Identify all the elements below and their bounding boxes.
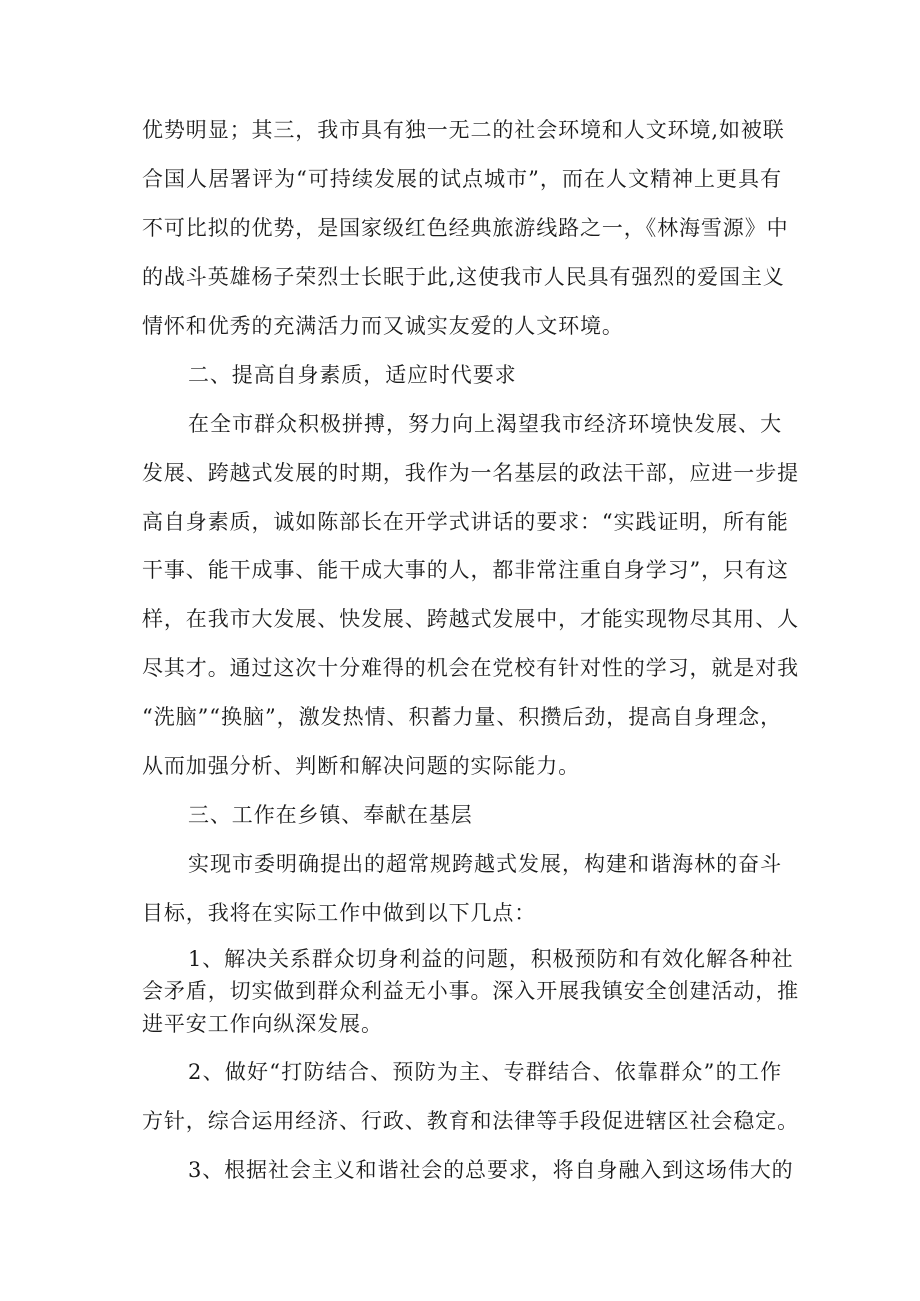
section-heading-2: 二、提高自身素质，适应时代要求 (188, 363, 517, 387)
list-item-1-line-1: 1、解决关系群众切身利益的问题，积极预防和有效化解各种社 (188, 947, 794, 971)
paragraph-2-line-5: 样，在我市大发展、快发展、跨越式发展中，才能实现物尽其用、人 (142, 607, 799, 631)
paragraph-1-line-4: 的战斗英雄杨子荣烈士长眠于此,这使我市人民具有强烈的爱国主义 (142, 265, 785, 289)
section-heading-3: 三、工作在乡镇、奉献在基层 (188, 803, 473, 827)
paragraph-2-line-8: 从而加强分析、判断和解决问题的实际能力。 (142, 754, 580, 778)
paragraph-2-line-1: 在全市群众积极拼搏，努力向上渴望我市经济环境快发展、大 (188, 412, 782, 436)
paragraph-3-line-1: 实现市委明确提出的超常规跨越式发展，构建和谐海林的奋斗 (188, 852, 782, 876)
paragraph-2-line-6: 尽其才。通过这次十分难得的机会在党校有针对性的学习，就是对我 (142, 656, 799, 680)
paragraph-1-line-2: 合国人居署评为“可持续发展的试点城市”，而在人文精神上更具有 (142, 167, 782, 191)
paragraph-1-line-1: 优势明显；其三，我市具有独一无二的社会环境和人文环境,如被联 (142, 118, 785, 142)
list-item-1-line-2: 会矛盾，切实做到群众利益无小事。深入开展我镇安全创建活动，推 (142, 979, 799, 1003)
paragraph-3-line-2: 目标，我将在实际工作中做到以下几点： (142, 901, 537, 925)
paragraph-1-line-5: 情怀和优秀的充满活力而又诚实友爱的人文环境。 (142, 314, 624, 338)
list-item-1-line-3: 进平安工作向纵深发展。 (142, 1012, 383, 1036)
list-item-2-line-2: 方针，综合运用经济、行政、教育和法律等手段促进辖区社会稳定。 (142, 1109, 799, 1133)
paragraph-2-line-4: 干事、能干成事、能干成大事的人，都非常注重自身学习”，只有这 (142, 558, 789, 582)
paragraph-1-line-3: 不可比拟的优势，是国家级红色经典旅游线路之一，《林海雪源》中 (142, 216, 789, 240)
list-item-2-line-1: 2、做好“打防结合、预防为主、专群结合、依靠群众”的工作 (188, 1060, 782, 1084)
list-item-3-line-1: 3、根据社会主义和谐社会的总要求，将自身融入到这场伟大的 (188, 1158, 794, 1182)
paragraph-2-line-2: 发展、跨越式发展的时期，我作为一名基层的政法干部，应进一步提 (142, 461, 799, 485)
paragraph-2-line-7: “洗脑”“换脑”，激发热情、积蓄力量、积攒后劲，提高自身理念， (142, 705, 782, 729)
paragraph-2-line-3: 高自身素质，诚如陈部长在开学式讲话的要求：“实践证明，所有能 (142, 510, 789, 534)
